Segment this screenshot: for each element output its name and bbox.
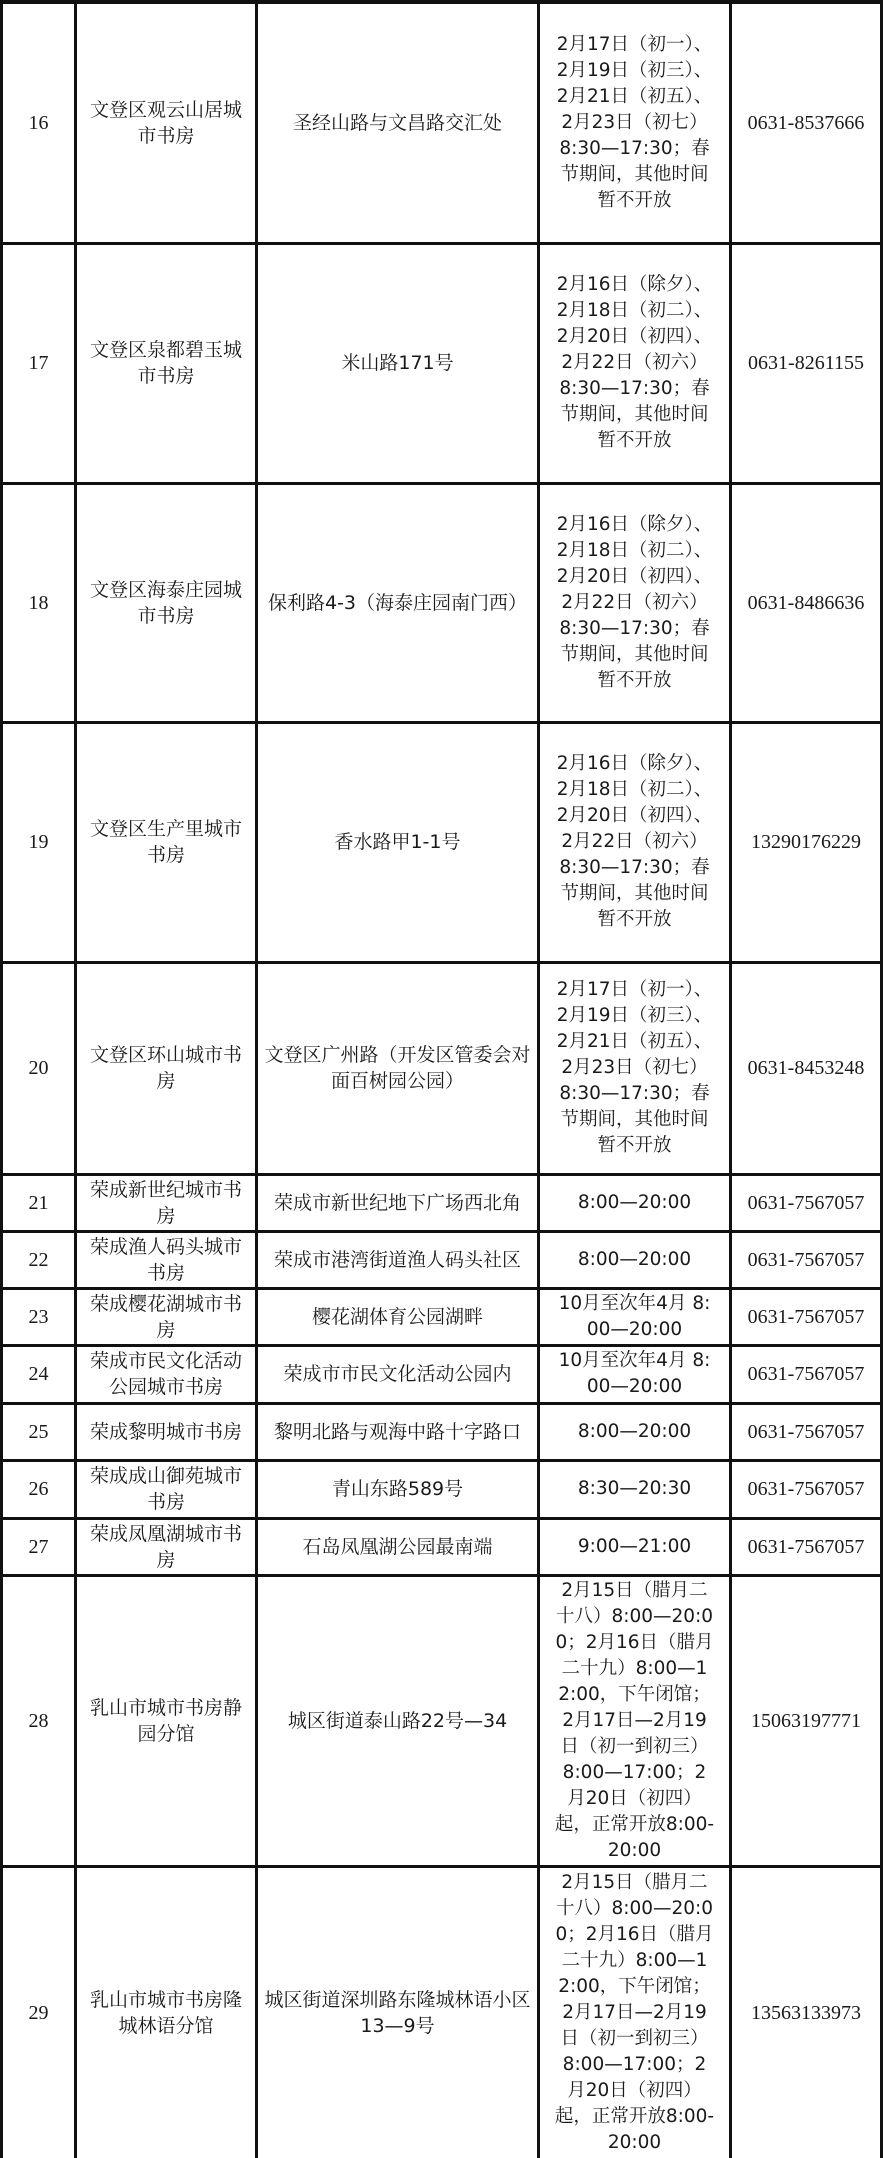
study-room-address: 青山东路589号 xyxy=(257,1460,539,1518)
row-number: 18 xyxy=(2,483,76,722)
row-number: 20 xyxy=(2,962,76,1174)
contact-phone: 0631-7567057 xyxy=(731,1288,882,1345)
opening-hours: 8:00—20:00 xyxy=(539,1403,731,1460)
opening-hours: 2月16日（除夕）、2月18日（初二）、2月20日（初四）、2月22日（初六）8:30—17:30；春节期间，其他时间暂不开放 xyxy=(539,722,731,962)
row-number: 28 xyxy=(2,1575,76,1866)
study-room-address: 圣经山路与文昌路交汇处 xyxy=(257,2,539,243)
opening-hours: 10月至次年4月 8:00—20:00 xyxy=(539,1345,731,1403)
study-room-name: 荣成市民文化活动公园城市书房 xyxy=(76,1345,257,1403)
opening-hours: 8:30—20:30 xyxy=(539,1460,731,1518)
table-row xyxy=(2,1866,882,2158)
study-room-name: 荣成新世纪城市书房 xyxy=(76,1174,257,1231)
opening-hours: 8:00—20:00 xyxy=(539,1231,731,1288)
study-room-address: 文登区广州路（开发区管委会对面百树园公园） xyxy=(257,962,539,1174)
study-room-address: 米山路171号 xyxy=(257,243,539,483)
study-room-name: 文登区泉都碧玉城市书房 xyxy=(76,243,257,483)
table-row xyxy=(2,1345,882,1403)
contact-phone: 0631-7567057 xyxy=(731,1174,882,1231)
contact-phone: 0631-8537666 xyxy=(731,2,882,243)
study-room-address: 黎明北路与观海中路十字路口 xyxy=(257,1403,539,1460)
study-room-address: 荣成市市民文化活动公园内 xyxy=(257,1345,539,1403)
table-row xyxy=(2,483,882,722)
study-room-address: 樱花湖体育公园湖畔 xyxy=(257,1288,539,1345)
study-room-address: 荣成市新世纪地下广场西北角 xyxy=(257,1174,539,1231)
study-room-name: 乳山市城市书房隆城林语分馆 xyxy=(76,1866,257,2158)
table-row xyxy=(2,1174,882,1231)
row-number: 27 xyxy=(2,1518,76,1575)
study-room-name: 荣成樱花湖城市书房 xyxy=(76,1288,257,1345)
opening-hours: 2月17日（初一）、2月19日（初三）、2月21日（初五）、2月23日（初七）8:30—17:30；春节期间，其他时间暂不开放 xyxy=(539,962,731,1174)
contact-phone: 13290176229 xyxy=(731,722,882,962)
study-room-address: 香水路甲1-1号 xyxy=(257,722,539,962)
contact-phone: 0631-7567057 xyxy=(731,1345,882,1403)
row-number: 29 xyxy=(2,1866,76,2158)
contact-phone: 0631-8486636 xyxy=(731,483,882,722)
opening-hours: 2月17日（初一）、2月19日（初三）、2月21日（初五）、2月23日（初七）8:30—17:30；春节期间，其他时间暂不开放 xyxy=(539,2,731,243)
contact-phone: 0631-7567057 xyxy=(731,1403,882,1460)
opening-hours: 2月15日（腊月二十八）8:00—20:00；2月16日（腊月二十九）8:00—12:00，下午闭馆；2月17日—2月19日（初一到初三）8:00—17:00；2月20日（初四）起，正常开放8:00-20:00 xyxy=(539,1866,731,2158)
opening-hours: 9:00—21:00 xyxy=(539,1518,731,1575)
study-room-name: 荣成渔人码头城市书房 xyxy=(76,1231,257,1288)
contact-phone: 15063197771 xyxy=(731,1575,882,1866)
study-room-address: 城区街道深圳路东隆城林语小区13—9号 xyxy=(257,1866,539,2158)
study-room-name: 荣成黎明城市书房 xyxy=(76,1403,257,1460)
study-room-name: 文登区生产里城市书房 xyxy=(76,722,257,962)
study-room-name: 文登区观云山居城市书房 xyxy=(76,2,257,243)
row-number: 22 xyxy=(2,1231,76,1288)
opening-hours: 2月16日（除夕）、2月18日（初二）、2月20日（初四）、2月22日（初六）8:30—17:30；春节期间，其他时间暂不开放 xyxy=(539,243,731,483)
contact-phone: 0631-8453248 xyxy=(731,962,882,1174)
study-room-name: 文登区环山城市书房 xyxy=(76,962,257,1174)
row-number: 19 xyxy=(2,722,76,962)
contact-phone: 0631-7567057 xyxy=(731,1231,882,1288)
row-number: 26 xyxy=(2,1460,76,1518)
table-row xyxy=(2,1403,882,1460)
opening-hours: 2月16日（除夕）、2月18日（初二）、2月20日（初四）、2月22日（初六）8:30—17:30；春节期间，其他时间暂不开放 xyxy=(539,483,731,722)
table-row xyxy=(2,1460,882,1518)
contact-phone: 0631-8261155 xyxy=(731,243,882,483)
study-room-address: 城区街道泰山路22号—34 xyxy=(257,1575,539,1866)
study-room-address: 石岛凤凰湖公园最南端 xyxy=(257,1518,539,1575)
table-row xyxy=(2,2,882,243)
table-row xyxy=(2,1575,882,1866)
study-room-address: 保利路4-3（海泰庄园南门西） xyxy=(257,483,539,722)
row-number: 17 xyxy=(2,243,76,483)
study-room-name: 荣成凤凰湖城市书房 xyxy=(76,1518,257,1575)
row-number: 24 xyxy=(2,1345,76,1403)
row-number: 21 xyxy=(2,1174,76,1231)
opening-hours: 2月15日（腊月二十八）8:00—20:00；2月16日（腊月二十九）8:00—12:00，下午闭馆；2月17日—2月19日（初一到初三）8:00—17:00；2月20日（初四）起，正常开放8:00-20:00 xyxy=(539,1575,731,1866)
row-number: 25 xyxy=(2,1403,76,1460)
row-number: 23 xyxy=(2,1288,76,1345)
study-room-name: 文登区海泰庄园城市书房 xyxy=(76,483,257,722)
table-row xyxy=(2,1231,882,1288)
table-row xyxy=(2,1288,882,1345)
opening-hours: 10月至次年4月 8:00—20:00 xyxy=(539,1288,731,1345)
table-row xyxy=(2,722,882,962)
study-room-address: 荣成市港湾街道渔人码头社区 xyxy=(257,1231,539,1288)
study-room-name: 荣成成山御苑城市书房 xyxy=(76,1460,257,1518)
contact-phone: 13563133973 xyxy=(731,1866,882,2158)
study-room-name: 乳山市城市书房静园分馆 xyxy=(76,1575,257,1866)
contact-phone: 0631-7567057 xyxy=(731,1518,882,1575)
table-row xyxy=(2,1518,882,1575)
row-number: 16 xyxy=(2,2,76,243)
table-row xyxy=(2,243,882,483)
table-row xyxy=(2,962,882,1174)
contact-phone: 0631-7567057 xyxy=(731,1460,882,1518)
opening-hours: 8:00—20:00 xyxy=(539,1174,731,1231)
